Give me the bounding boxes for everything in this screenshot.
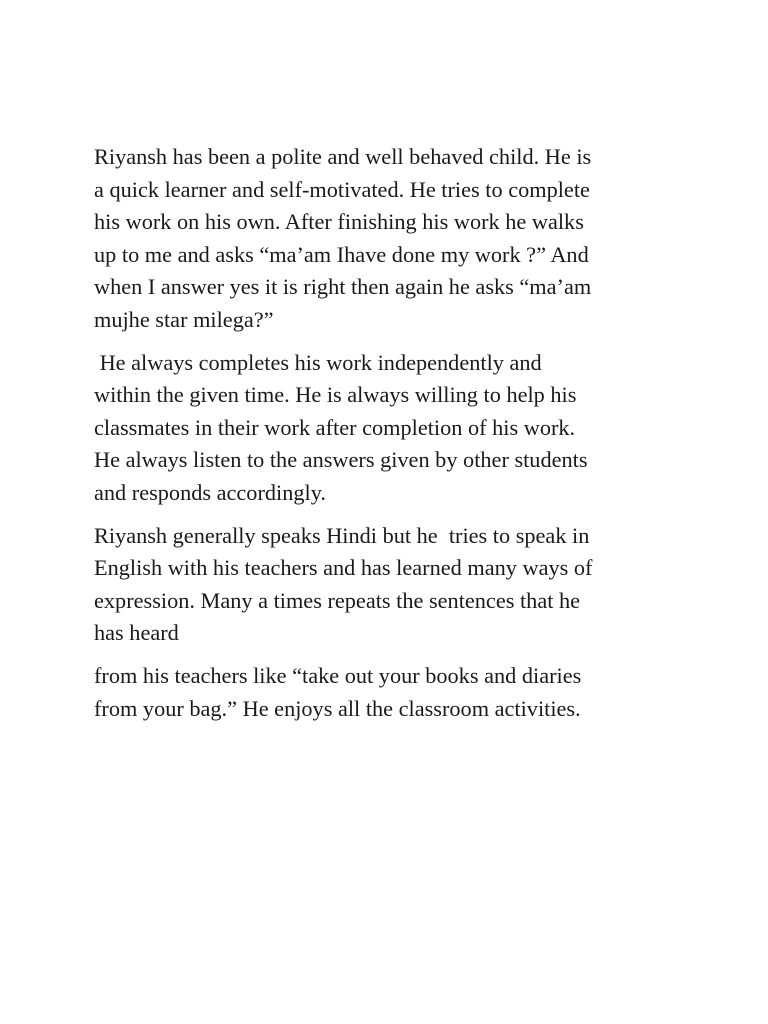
text-line: has heard: [94, 620, 179, 646]
text-line: mujhe star milega?”: [94, 306, 274, 332]
text-line: a quick learner and self-motivated. He tries to complete: [94, 176, 590, 202]
document-body: [94, 141, 684, 735]
text-line: expression. Many a times repeats the sentences that he: [94, 587, 581, 613]
text-line: his work on his own. After finishing his work he walks: [94, 209, 584, 235]
text-line: up to me and asks “ma’am Ihave done my work ?” And: [94, 241, 589, 267]
text-line: He always listen to the answers given by other students: [94, 447, 588, 473]
text-line: when I answer yes it is right then again he asks “ma’am: [94, 274, 592, 300]
paragraph-2: [94, 347, 684, 510]
text-line: from his teachers like “take out your books and diaries: [94, 662, 582, 688]
text-line: He always completes his work independently and: [94, 349, 542, 375]
paragraph-1: [94, 141, 684, 337]
text-line: and responds accordingly.: [94, 479, 326, 505]
paragraph-4: [94, 660, 684, 725]
text-line: within the given time. He is always willing to help his: [94, 382, 577, 408]
text-line: Riyansh generally speaks Hindi but he tries to speak in: [94, 522, 590, 548]
paragraph-3: [94, 520, 684, 650]
text-line: English with his teachers and has learned many ways of: [94, 555, 593, 581]
text-line: from your bag.” He enjoys all the classroom activities.: [94, 695, 581, 721]
text-line: classmates in their work after completion of his work.: [94, 414, 576, 440]
text-line: Riyansh has been a polite and well behaved child. He is: [94, 144, 592, 169]
